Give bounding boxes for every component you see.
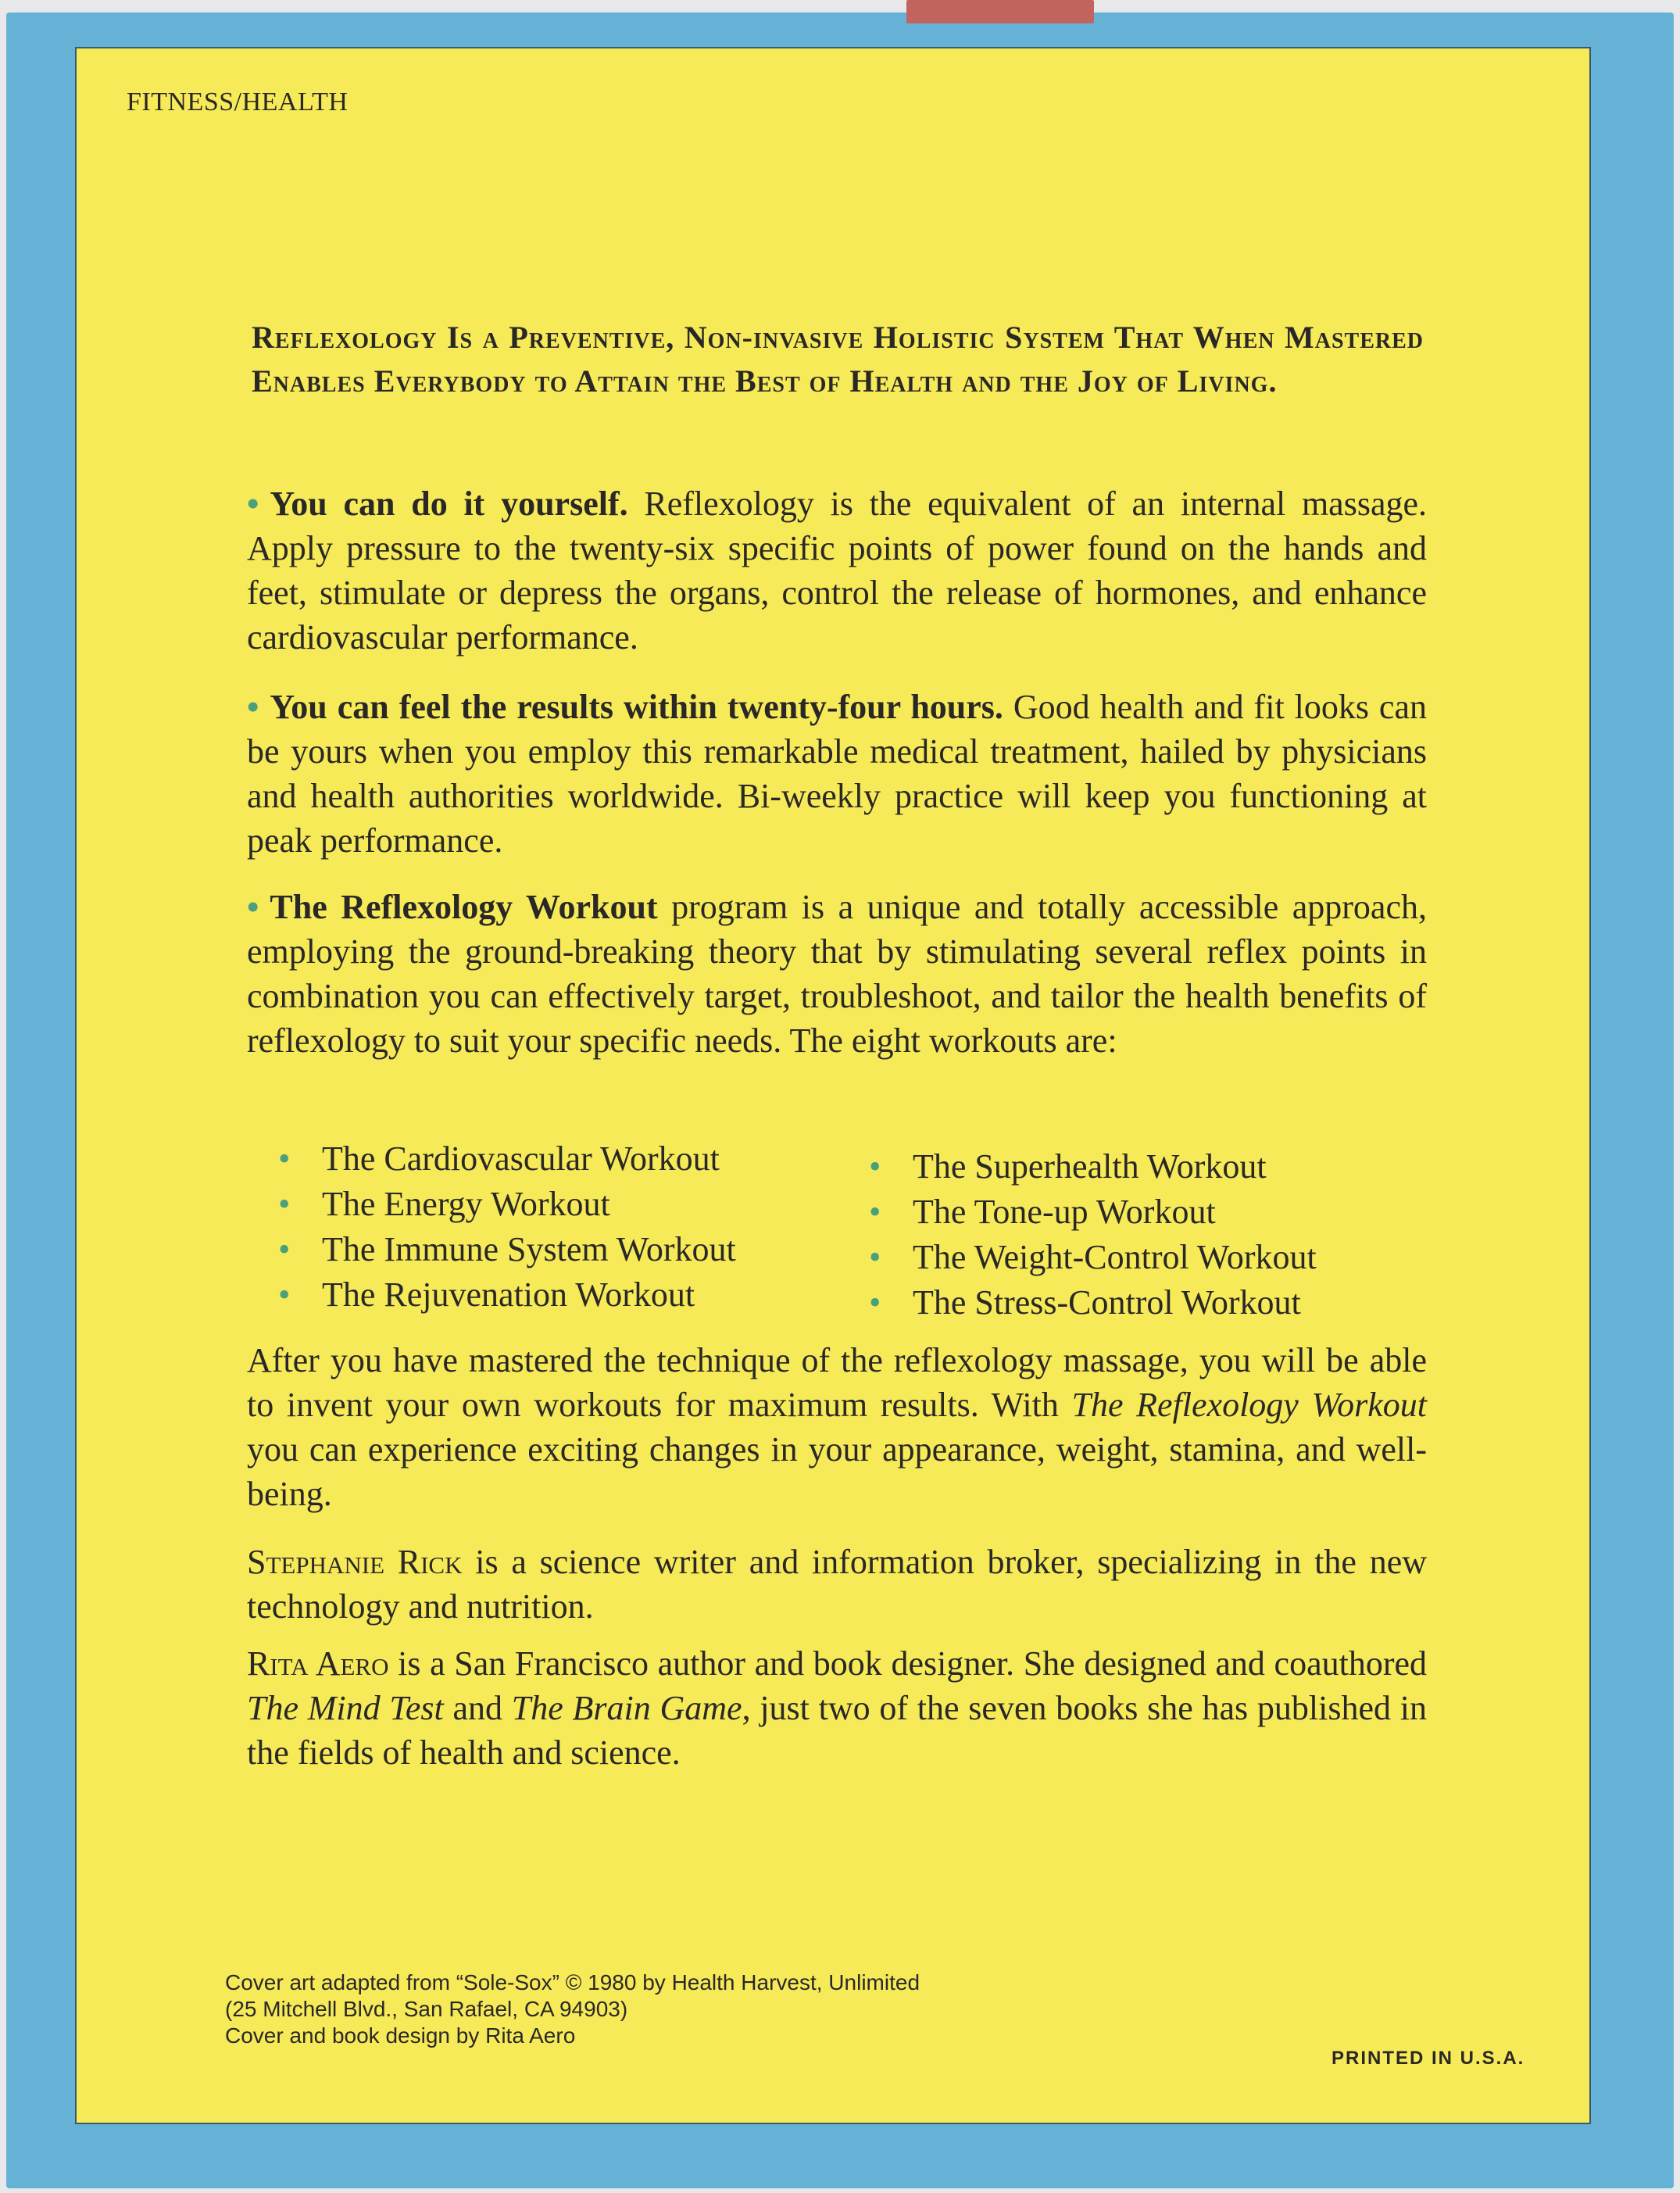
torn-label-remnant [906,0,1094,23]
point-do-it-yourself [247,481,1427,660]
point-lead: You can do it yourself. [270,485,628,523]
list-item: • The Energy Workout [272,1182,736,1227]
bullet-icon: • [869,1283,881,1322]
list-item: • The Tone-up Workout [863,1190,1317,1235]
author-bio-rick: Stephanie Rick is a science writer and information broker, specializing in the new technology and nutrition. [247,1543,1427,1626]
bullet-icon: • [869,1193,881,1231]
point-body: program is a unique and totally accessible approach, employing the ground-breaking theory that by stimulating several reflex points in combination you can effectively target, troubleshoot, and tailor the health benefits of reflexology to suit your specific needs. The eight workouts are: [247,888,1427,1060]
credit-line: Cover art adapted from “Sole-Sox” © 1980 by Health Harvest, Unlimited [225,1970,920,1994]
workout-list-left [272,1136,736,1318]
headline: Reflexology Is a Preventive, Non-invasive Holistic System That When Mastered Enables Everybody to Attain the Best of Health and the Joy of Living. [252,320,1424,399]
bullet-icon: • [278,1139,291,1178]
author-name: Stephanie Rick [247,1543,463,1581]
bullet-icon: • [278,1185,291,1223]
closing-paragraph: After you have mastered the technique of the reflexology massage, you will be able to invent your own workouts for maximum results. With The Reflexology Workout you can experience exciting changes in your appearance, weight, stamina, and well-being. [247,1341,1427,1513]
bullet-icon: • [869,1238,881,1276]
printed-in-label: PRINTED IN U.S.A. [1331,2048,1525,2069]
point-lead: You can feel the results within twenty-four hours. [270,688,1003,726]
author-bio-aero: Rita Aero is a San Francisco author and book designer. She designed and coauthored The Mind Test and The Brain Game, just two of the seven books she has published in the fields of health and science. [247,1644,1428,1772]
book-title: The Mind Test [247,1689,444,1727]
book-title: The Brain Game [511,1689,742,1727]
book-title: The Reflexology Workout [1071,1386,1427,1424]
list-item: • The Rejuvenation Workout [272,1272,736,1318]
point-results [247,685,1427,863]
point-body: Good health and fit looks can be yours when you employ this remarkable medical treatment, hailed by physicians and health authorities worldwide. Bi-weekly practice will keep you functioning at peak performance. [247,688,1427,860]
workout-list-right [863,1144,1317,1325]
list-item: • The Cardiovascular Workout [272,1136,736,1182]
point-body: Reflexology is the equivalent of an internal massage. Apply pressure to the twenty-six specific points of power found on the hands and feet, stimulate or depress the organs, control the release of hormones, and enhance cardiovascular performance. [247,485,1428,656]
bullet-icon: • [869,1147,881,1186]
bullet-icon: • [278,1230,291,1268]
bullet-icon: • [247,485,259,523]
category-label: FITNESS/HEALTH [127,88,349,116]
list-item: • The Weight-Control Workout [863,1235,1317,1280]
credit-line: Cover and book design by Rita Aero [225,2023,576,2048]
credit-line: (25 Mitchell Blvd., San Rafael, CA 94903) [225,1997,628,2021]
bullet-icon: • [278,1275,291,1314]
point-lead: The Reflexology Workout [270,888,658,926]
list-item: • The Immune System Workout [272,1227,736,1272]
point-workout-program [247,885,1427,1063]
list-item: • The Stress-Control Workout [863,1280,1317,1325]
bullet-icon: • [247,888,259,926]
list-item: • The Superhealth Workout [863,1144,1317,1190]
cover-credits [225,1969,920,2049]
author-name: Rita Aero [247,1644,389,1683]
bullet-icon: • [247,688,259,726]
